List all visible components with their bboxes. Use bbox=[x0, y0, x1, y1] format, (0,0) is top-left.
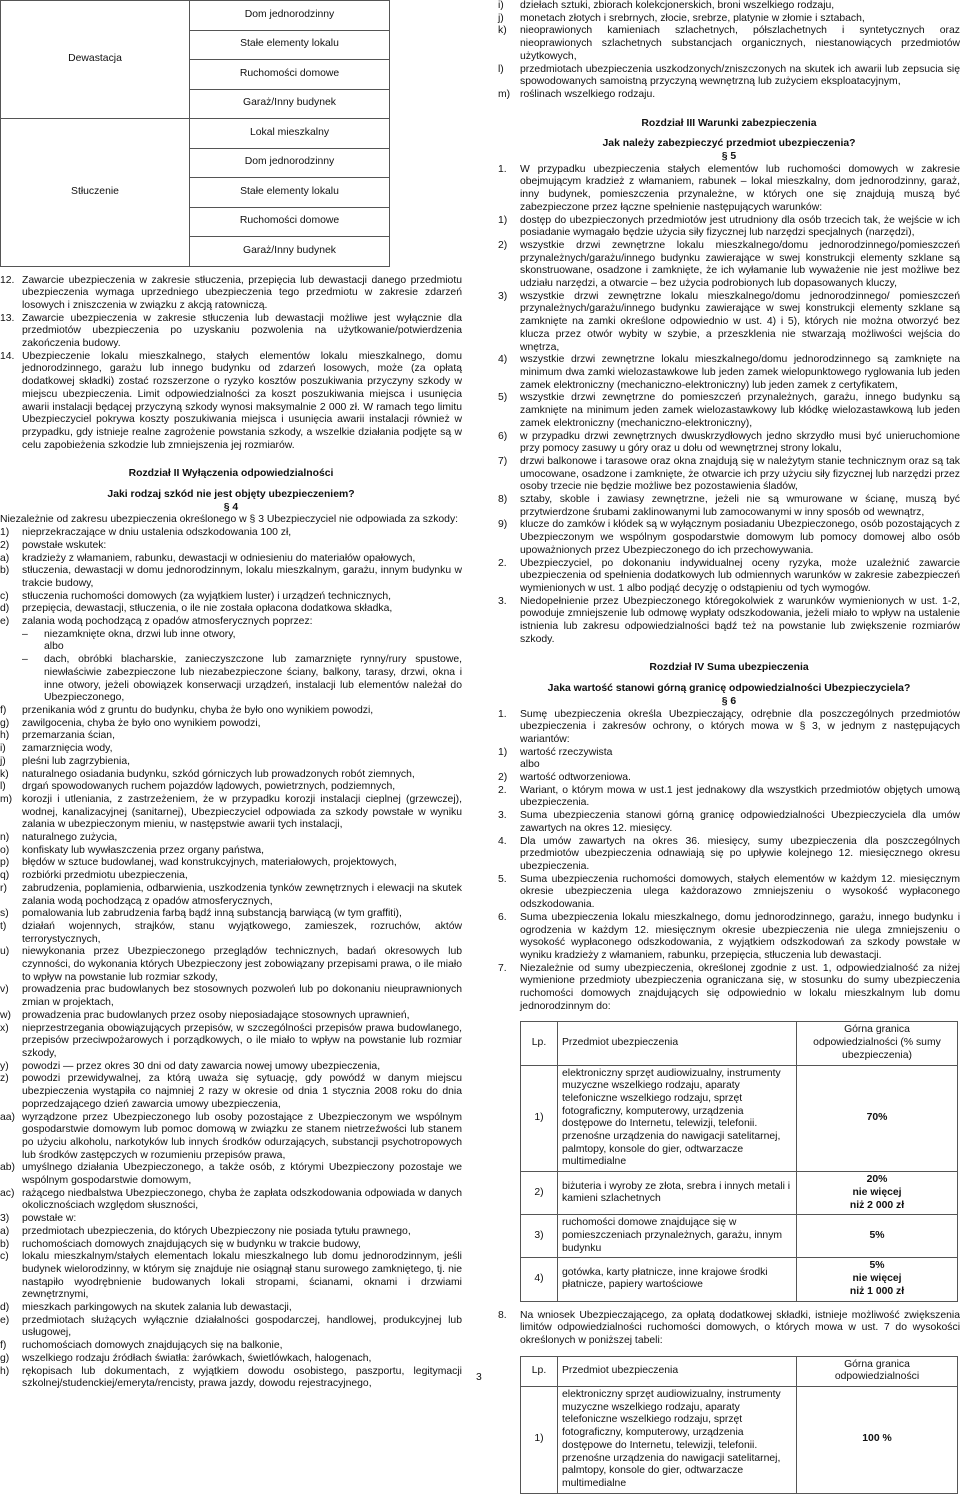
list-item bbox=[0, 629, 462, 642]
list-item bbox=[0, 1226, 462, 1239]
list-text: w przypadku drzwi zewnętrznych dwuskrzydłowych jedno skrzydło musi być unieruchomione przy pomocy zasuwy u góry oraz u dołu od wewnętrznej strony lokalu, bbox=[520, 430, 960, 455]
list-text: działań wojennych, strajków, stanu wyjątkowego, zamieszek, rozruchów, aktów terrorystycznych, bbox=[22, 920, 462, 945]
list-marker: h) bbox=[0, 1365, 10, 1377]
list-item bbox=[498, 215, 960, 240]
list-item bbox=[0, 832, 462, 845]
list-item bbox=[498, 785, 960, 810]
list-marker: i) bbox=[498, 0, 504, 11]
list-text: Wariant, o którym mowa w ust.1 jest jednakowy dla wszystkich przedmiotów objętych umową ubezpieczenia. bbox=[520, 784, 960, 809]
list-marker: 1. bbox=[498, 163, 507, 175]
list-item bbox=[0, 1162, 462, 1187]
numbered-paragraph bbox=[0, 313, 462, 351]
header-lp: Lp. bbox=[521, 1022, 558, 1065]
list-text: powstałe w: bbox=[22, 1213, 77, 1225]
list-item bbox=[498, 291, 960, 355]
list-marker: u) bbox=[0, 946, 10, 958]
list-text: Ubezpieczyciel, po dokonaniu indywidualnej oceny ryzyka, może uzależnić zawarcie ubezpieczenia od spełnienia dodatkowych lub odmiennych warunków w zakresie zabezpieczeń wymienionych w ust. 1 albo podjąć decyzję o odstąpieniu od tych wymogów. bbox=[520, 557, 960, 594]
list-item bbox=[0, 1315, 462, 1340]
list-item bbox=[0, 641, 462, 654]
list-text: wartość rzeczywista bbox=[520, 746, 613, 758]
list-marker: 3) bbox=[0, 1213, 10, 1225]
list-marker: 7) bbox=[498, 455, 508, 467]
paragraph-number: 13. bbox=[0, 312, 15, 324]
list-text: powodzi — przez okres 30 dni od daty zawarcia nowej umowy ubezpieczenia, bbox=[22, 1060, 381, 1072]
list-text: przedmiotach służących wyłącznie działalności gospodarczej, handlowej, produkcyjnej lub usługowej, bbox=[22, 1314, 462, 1339]
list-text: roślinach wszelkiego rodzaju. bbox=[520, 88, 656, 100]
list-marker: – bbox=[22, 628, 28, 640]
list-marker: – bbox=[22, 654, 28, 666]
list-marker: 1. bbox=[498, 708, 507, 720]
list-item bbox=[0, 591, 462, 604]
table-header-row bbox=[521, 1022, 958, 1065]
list-item bbox=[0, 603, 462, 616]
list-marker: j) bbox=[0, 755, 6, 767]
list-marker: d) bbox=[0, 1302, 10, 1314]
list-marker: 1) bbox=[0, 527, 10, 539]
list-marker: f) bbox=[0, 705, 7, 716]
list-text: wszystkie drzwi zewnętrzne lokalu mieszkalnego/domu jednorodzinnego/pomieszczeń przynależnych/garażu/innego budynku zawierające w swej konstrukcji elementy szklane są skonstruowane, osadzone i zamknięte, że ich wyłamanie lub wyważenie nie jest możliwe bez udziału narzędzi, a otwarcie – bez użycia podrobionych lub dopasowanych kluczy, bbox=[520, 239, 960, 290]
list-item bbox=[0, 527, 462, 540]
header-subject: Przedmiot ubezpieczenia bbox=[558, 1022, 797, 1065]
list-text: mieszkach parkingowych na skutek zalania lub dewastacji, bbox=[22, 1302, 292, 1314]
coverage-item: Lokal mieszkalny bbox=[190, 119, 390, 149]
list-item bbox=[498, 354, 960, 392]
list-text: nieoprawionych kamieniach szlachetnych, półszlachetnych i syntetycznych oraz nieoprawionych szlachetnych substancjach organicznych, niestanowiących przedmiotów użytkowych, bbox=[520, 25, 960, 62]
paragraph-text: Zawarcie ubezpieczenia w zakresie stłuczenia lub dewastacji możliwe jest wyłącznie dla przedmiotów ubezpieczenia po uzyskaniu pozwolenia na użytkowanie/potwierdzenia zakończenia budowy. bbox=[22, 312, 462, 350]
chapter3-title: Rozdział III Warunki zabezpieczenia bbox=[641, 117, 817, 129]
list-marker: ac) bbox=[0, 1187, 15, 1199]
list-text: pleśni lub zagrzybienia, bbox=[22, 755, 131, 767]
limits-table bbox=[520, 1021, 958, 1301]
table-row bbox=[521, 1258, 958, 1301]
limit-line: 20% bbox=[866, 1174, 888, 1186]
list-item bbox=[498, 431, 960, 456]
list-marker: 3. bbox=[498, 595, 507, 607]
coverage-item: Stałe elementy lokalu bbox=[190, 30, 390, 60]
list-marker: a) bbox=[0, 552, 10, 564]
list-text: drgań spowodowanych ruchem pojazdów lądowych, powietrznych, podziemnych, bbox=[22, 781, 396, 793]
numbered-paragraph bbox=[0, 351, 462, 453]
list-item bbox=[0, 984, 462, 1009]
coverage-item: Stałe elementy lokalu bbox=[190, 178, 390, 208]
header-limit: Górna granica odpowiedzialności (% sumy ubezpieczenia) bbox=[797, 1022, 958, 1065]
list-item bbox=[0, 1213, 462, 1226]
list-text: klucze do zamków i kłódek są w wyłącznym posiadaniu Ubezpieczonego, osób pozostających z Ubezpieczonym we wspólnym gospodarstwie domowym lub pomocy domowej albo osób upoważnionych przez Ubezpieczonego do ich przechowywania. bbox=[520, 519, 960, 556]
paragraph-number: 14. bbox=[0, 350, 15, 362]
list-item bbox=[498, 519, 960, 557]
list-marker: k) bbox=[0, 768, 9, 780]
list-item bbox=[0, 705, 462, 718]
list-marker: g) bbox=[0, 1352, 10, 1364]
row-subject: biżuteria i wyroby ze złota, srebra i innych metali i kamieni szlachetnych bbox=[558, 1172, 797, 1215]
list-marker: f) bbox=[0, 1340, 7, 1352]
list-marker: 2. bbox=[498, 784, 507, 796]
security-conditions-list bbox=[498, 164, 960, 647]
list-marker: e) bbox=[0, 1314, 10, 1326]
list-item bbox=[0, 1302, 462, 1315]
list-item bbox=[0, 1061, 462, 1074]
list-marker: d) bbox=[0, 603, 10, 615]
page-number: 3 bbox=[476, 1372, 482, 1383]
list-marker: 2. bbox=[498, 557, 507, 569]
list-item bbox=[498, 596, 960, 647]
list-text: dach, obróbki blacharskie, zanieczyszczone lub zamarznięte rynny/rury spustowe, niewłaściwie zabezpieczone lub niezabezpieczone ściany, balkony, tarasy, drzwi, okna i inne otwory, jeżeli obowiązek konserwacji urządzeń, instalacji lub elementów należał do Ubezpieczonego, bbox=[44, 654, 462, 704]
list-item bbox=[0, 1073, 462, 1111]
list-text: ruchomościach domowych znajdujących się na balkonie, bbox=[22, 1340, 283, 1352]
numbered-paragraph bbox=[0, 275, 462, 313]
list-text: rozbiórki przedmiotu ubezpieczenia, bbox=[22, 870, 188, 882]
list-item bbox=[498, 89, 960, 102]
list-text: albo bbox=[44, 641, 64, 653]
list-marker: 9) bbox=[498, 519, 508, 531]
coverage-group: Dewastacja bbox=[1, 1, 190, 119]
list-item bbox=[498, 759, 960, 772]
list-marker: 2) bbox=[0, 539, 10, 551]
list-text: Niedopełnienie przez Ubezpieczonego któregokolwiek z warunków wymienionych w ust. 1-2, powoduje zmniejszenie lub odmowę wypłaty odszkodowania, jeżeli miało to wpływ na ustalenie istnienia lub zakresu odpowiedzialności bądź też na powstanie lub zwiększenie rozmiarów szkody. bbox=[520, 595, 960, 645]
list-item bbox=[0, 845, 462, 858]
list-marker: e) bbox=[0, 616, 10, 628]
list-text: korozji i utleniania, z zastrzeżeniem, że w przypadku korozji instalacji cieplnej (grzewczej), wodnej, kanalizacyjnej (sanitarnej), Ubezpieczyciel odpowiada za szkody powstałe w wyniku zalania w ubezpieczonym mieniu, w następstwie awarii tych instalacji, bbox=[22, 793, 462, 831]
list-item bbox=[498, 164, 960, 215]
list-text: przemarzania ścian, bbox=[22, 730, 115, 742]
list-marker: 4) bbox=[498, 354, 508, 366]
list-marker: 6. bbox=[498, 911, 507, 923]
exclusions-list-continued bbox=[498, 0, 960, 102]
row-limit bbox=[797, 1172, 958, 1215]
paragraph-text: Ubezpieczenie lokalu mieszkalnego, stałych elementów lokalu mieszkalnego, domu jednorodzinnego, garażu lub innego budynku od zdarzeń losowych, może (za opłatą dodatkowej składki) zostać rozszerzone o ryzyko kosztów poszukiwania przyczyny szkody w miejscu ubezpieczenia. Limit odpowiedzialności za koszt poszukiwania miejsca i usunięcia awarii instalacji będącej przyczyną szkody wynosi maksymalnie 2 000 zł. W ramach tego limitu Ubezpieczyciel pokrywa koszty poszukiwania miejsca i usunięcia awarii instalacji również w przypadku, gdy istnieje realne zagrożenie powstania szkody, a wszelkie działania podjęte są w celu zapobieżenia szkodzie lub zmniejszenia jej rozmiarów. bbox=[22, 350, 462, 451]
list-text: prowadzenia prac budowlanych przez osoby nieposiadające stosownych uprawnień, bbox=[22, 1009, 410, 1021]
list-marker: t) bbox=[0, 920, 7, 932]
table-row bbox=[521, 1065, 958, 1172]
list-marker: 5) bbox=[498, 392, 508, 404]
list-marker: b) bbox=[0, 1238, 10, 1250]
list-item bbox=[0, 921, 462, 946]
limit-line: 5% bbox=[869, 1260, 885, 1272]
list-item bbox=[498, 558, 960, 596]
list-marker: ab) bbox=[0, 1162, 16, 1174]
list-item bbox=[498, 810, 960, 835]
paragraph-number: 12. bbox=[0, 274, 15, 286]
list-marker: a) bbox=[0, 1225, 10, 1237]
list-text: drzwi balkonowe i tarasowe oraz okna znajdują się w należytym stanie technicznym oraz są tak umocowane, osadzone i zamknięte, że otwarcie ich przy użyciu siły fizycznej lub narzędzi przez osoby trzecie nie będzie możliwe bez pozostawienia śladów, bbox=[520, 455, 960, 493]
list-item bbox=[498, 240, 960, 291]
list-item bbox=[498, 709, 960, 747]
list-marker: v) bbox=[0, 984, 9, 996]
left-column bbox=[0, 0, 462, 1391]
list-text: Sumę ubezpieczenia określa Ubezpieczający, odrębnie dla poszczególnych przedmiotów ubezpieczenia i zakresów ochrony, o których mowa w § 3, w jednym z następujących wariantów: bbox=[520, 708, 960, 745]
list-text: konfiskaty lub wywłaszczenia przez organy państwa, bbox=[22, 844, 264, 856]
list-item bbox=[0, 565, 462, 590]
chapter2-question: Jaki rodzaj szkód nie jest objęty ubezpieczeniem? bbox=[107, 489, 355, 501]
list-text: ruchomościach domowych znajdujących się w budynku w trakcie budowy, bbox=[22, 1238, 361, 1250]
list-text: zabrudzenia, poplamienia, odbarwienia, uszkodzenia tynków zewnętrznych i elewacji na skutek zalania wodą pochodzącą z opadów atmosferycznych, bbox=[22, 882, 462, 907]
list-text: wszystkie drzwi zewnętrzne lokalu mieszkalnego/domu jednorodzinnego/ pomieszczeń przynależnych/garażu/innego budynku zawierające w swej konstrukcji elementy szklane są zamknięte na zamki określone odpowiednio w ust. 4) i 5), których nie można otworzyć bez klucza przez otwór wybity w szybie, a przeszklenia nie stwarzają możliwości wejścia do wnętrza, bbox=[520, 290, 960, 353]
limit-line: nie więcej bbox=[852, 1273, 902, 1285]
list-marker: 3) bbox=[498, 290, 508, 302]
list-marker: j) bbox=[498, 12, 504, 24]
list-item bbox=[0, 1366, 462, 1391]
list-item bbox=[0, 540, 462, 553]
list-marker: l) bbox=[0, 781, 6, 793]
list-item bbox=[0, 794, 462, 832]
list-marker: w) bbox=[0, 1009, 11, 1021]
chapter4-title: Rozdział IV Suma ubezpieczenia bbox=[649, 662, 809, 674]
list-item bbox=[0, 946, 462, 984]
list-text: wszystkie drzwi zewnętrzne do pomieszczeń przynależnych, garażu, innego budynku są zamknięte na minimum jeden zamek wielozastawkowy lub kłódkę wielozastawkową lub jeden zamek elektroniczny (mechaniczno-elektroniczny), bbox=[520, 392, 960, 429]
list-marker: 2) bbox=[498, 772, 508, 784]
list-marker: aa) bbox=[0, 1111, 16, 1123]
row-lp: 4) bbox=[521, 1258, 558, 1301]
list-text: wszystkie drzwi zewnętrzne lokalu mieszkalnego/domu jednorodzinnego są zamknięte na minimum dwa zamki wielozastawkowe lub jeden zamek wielopunktowego ryglowania lub jeden zamek elektroniczny (mechaniczno-elektroniczny) lub jeden zamek z certyfikatem, bbox=[520, 354, 960, 391]
list-text: Suma ubezpieczenia lokalu mieszkalnego, domu jednorodzinnego, garażu, innego budynku i ogrodzenia w każdym 12. miesięcznym okresie ubezpieczenia nie ulega zmniejszeniu o wysokość wypłaconego odszkodowania, z wyjątkiem odszkodowań za szkody powstałe w wyniku kradzieży z włamaniem, rabunku, przepięcia, stłuczenia lub dewastacji. bbox=[520, 911, 960, 961]
list-marker: r) bbox=[0, 882, 7, 894]
list-item bbox=[0, 1353, 462, 1366]
list-item bbox=[498, 912, 960, 963]
coverage-group: Stłuczenie bbox=[1, 119, 190, 267]
list-text: wyrządzone przez Ubezpieczonego lub osoby pozostające z Ubezpieczonym we wspólnym gospodarstwie domowym lub pomoc domową w związku ze stanem nietrzeźwości lub stanem po użyciu alkoholu, narkotyków lub innych środków odurzających, substancji psychotropowych lub środków zastępczych w rozumieniu przepisów prawa, bbox=[22, 1111, 462, 1161]
list-item bbox=[0, 908, 462, 921]
header-subject: Przedmiot ubezpieczenia bbox=[558, 1356, 797, 1386]
list-text: niezamknięte okna, drzwi lub inne otwory, bbox=[44, 628, 236, 640]
list-item bbox=[0, 743, 462, 756]
list-marker: c) bbox=[0, 1251, 9, 1263]
list-text: albo bbox=[520, 759, 540, 771]
list-text: kradzieży z włamaniem, rabunku, dewastacji w odniesieniu do materiałów opałowych, bbox=[22, 552, 416, 564]
chapter4-paragraph: § 6 bbox=[721, 695, 737, 707]
list-marker bbox=[498, 759, 520, 772]
list-item bbox=[498, 25, 960, 63]
coverage-table bbox=[0, 0, 390, 267]
list-item bbox=[498, 456, 960, 494]
list-text: W przypadku ubezpieczenia stałych elementów lub ruchomości domowych w zakresie obejmującym kradzież z włamaniem, rabunek – lokal mieszkalny, dom jednorodzinny, garaż, inny budynek, pomieszczenia przynależne, w których one się znajdują muszą być zabezpieczone przez łączne spełnienie następujących warunków: bbox=[520, 163, 960, 213]
row-limit bbox=[797, 1258, 958, 1301]
list-text: przedmiotach ubezpieczenia, do których Ubezpieczony nie posiada tytułu prawnego, bbox=[22, 1225, 411, 1237]
list-item bbox=[0, 730, 462, 743]
list-item bbox=[0, 1251, 462, 1302]
list-marker: z) bbox=[0, 1073, 9, 1085]
coverage-row bbox=[1, 119, 390, 149]
list-item bbox=[498, 13, 960, 26]
row-limit bbox=[797, 1215, 958, 1258]
list-text: Niezależnie od sumy ubezpieczenia, określonej zgodnie z ust. 1, odpowiedzialność za niżej wymienione przedmioty ubezpieczenia ograniczana się, w stosunku do sumy ubezpieczenia ruchomości domowych znajdujących się odpowiednio w lokalu mieszkalnym lub domu jednorodzinnym do: bbox=[520, 962, 960, 1012]
list-marker: 8) bbox=[498, 494, 508, 506]
list-marker: i) bbox=[0, 743, 6, 755]
list-text: rękopisach lub dokumentach, z wyjątkiem dowodu osobistego, paszportu, legitymacji szkolnej/studenckiej/emeryta/rencisty, prawa jazdy, dowodu rejestracyjnego, bbox=[22, 1365, 462, 1390]
table-row bbox=[521, 1387, 958, 1494]
list-text: lokalu mieszkalnym/stałych elementach lokalu mieszkalnego lub domu jednorodzinnym, jeśli budynek wielorodzinny, w którym się znajduje nie osiągnął stanu surowego zamkniętego, tj. nie nastąpiło wyodrębnienie budowanych lokali stropami, ścianami, oknami i drzwiami zewnętrznymi, bbox=[22, 1251, 462, 1301]
list-item bbox=[498, 874, 960, 912]
list-item bbox=[0, 870, 462, 883]
list-text: zamarznięcia wody, bbox=[22, 743, 113, 755]
list-text: niewykonania przez Ubezpieczonego przeglądów technicznych, badań okresowych lub czynności, do wykonania których Ubezpieczony jest zobowiązany przepisami prawa, o ile miało to wpływ na powstanie lub rozmiar szkody, bbox=[22, 946, 462, 983]
list-text: nieprzestrzegania obowiązujących przepisów, w szczególności przepisów prawa budowlanego, przepisów przeciwpożarowych i porządkowych, o ile miało to wpływ na powstanie lub rozmiar szkody, bbox=[22, 1022, 462, 1059]
list-marker: 6) bbox=[498, 430, 508, 442]
chapter2-intro: Niezależnie od zakresu ubezpieczenia określonego w § 3 Ubezpieczyciel nie odpowiada za szkody: bbox=[0, 514, 459, 526]
chapter4-question: Jaka wartość stanowi górną granicę odpowiedzialności Ubezpieczyciela? bbox=[547, 683, 911, 695]
list-text: stłuczenia ruchomości domowych (za wyjątkiem luster) i urządzeń technicznych, bbox=[22, 590, 392, 602]
row-limit bbox=[797, 1387, 958, 1494]
list-item bbox=[0, 616, 462, 629]
list-marker: 2) bbox=[498, 239, 508, 251]
list-item bbox=[498, 494, 960, 519]
left-paragraphs bbox=[0, 275, 462, 453]
list-marker: b) bbox=[0, 565, 10, 577]
chapter3-question: Jak należy zabezpieczyć przedmiot ubezpieczenia? bbox=[602, 138, 856, 150]
right-column bbox=[498, 0, 960, 1494]
header-limit: Górna granica odpowiedzialności bbox=[797, 1356, 958, 1386]
list-marker: n) bbox=[0, 832, 10, 844]
list-marker: 4. bbox=[498, 835, 507, 847]
list-text: naturalnego osiadania budynku, szkód górniczych lub prowadzonych robót ziemnych, bbox=[22, 768, 415, 780]
coverage-item: Garaż/Inny budynek bbox=[190, 237, 390, 267]
list-text: wszelkiego rodzaju źródłach światła: żarówkach, świetlówkach, halogenach, bbox=[22, 1352, 372, 1364]
list-marker: 3. bbox=[498, 810, 507, 822]
list-marker: x) bbox=[0, 1022, 9, 1034]
chapter3-paragraph: § 5 bbox=[721, 151, 737, 163]
list-text: nieprzekraczające w dniu ustalenia odszkodowania 100 zł, bbox=[22, 527, 292, 539]
list-item bbox=[0, 1112, 462, 1163]
limit-line: 100 % bbox=[862, 1433, 892, 1445]
list-item bbox=[0, 1023, 462, 1061]
list-item bbox=[0, 654, 462, 705]
table-row bbox=[521, 1172, 958, 1215]
list-marker: y) bbox=[0, 1060, 9, 1072]
list-marker: g) bbox=[0, 717, 10, 729]
list-marker: s) bbox=[0, 908, 9, 920]
list-marker: 7. bbox=[498, 962, 507, 974]
paragraph-text: Zawarcie ubezpieczenia w zakresie stłuczenia, przepięcia lub dewastacji danego przedmiotu ubezpieczenia wymaga uprzedniego ubezpieczenia tego przedmiotu w zakresie zdarzeń losowych i zniszczenia w związku z akcją ratowniczą. bbox=[22, 274, 462, 311]
list-text: monetach złotych i srebrnych, złocie, srebrze, platynie w złomie i sztabach, bbox=[520, 12, 865, 24]
row-limit bbox=[797, 1065, 958, 1172]
list-item bbox=[0, 756, 462, 769]
list-item bbox=[498, 747, 960, 760]
limit-line: 5% bbox=[869, 1229, 885, 1241]
chapter2-title: Rozdział II Wyłączenia odpowiedzialności bbox=[128, 468, 334, 480]
list-item bbox=[0, 857, 462, 870]
list-text: przedmiotach ubezpieczenia uszkodzonych/zniszczonych na skutek ich awarii lub zepsucia się spowodowanych samoistną przyczyną wewnętrzną lub zużyciem eksploatacyjnym, bbox=[520, 63, 960, 88]
header-lp: Lp. bbox=[521, 1356, 558, 1386]
chapter2-paragraph: § 4 bbox=[223, 501, 239, 513]
list-item bbox=[0, 1340, 462, 1353]
list-marker bbox=[22, 641, 44, 654]
list-item bbox=[498, 0, 960, 13]
list-marker: l) bbox=[498, 63, 504, 75]
list-item bbox=[498, 963, 960, 1014]
list-item bbox=[498, 836, 960, 874]
coverage-item: Ruchomości domowe bbox=[190, 60, 390, 90]
list-marker: 1) bbox=[498, 214, 508, 226]
list-marker: 5. bbox=[498, 873, 507, 885]
list-text: błędów w sztuce budowlanej, wad konstrukcyjnych, materiałowych, projektowych, bbox=[22, 857, 397, 869]
list-text: rażącego niedbalstwa Ubezpieczonego, chyba że zapłata odszkodowania odpowiada w danych okolicznościach względom słuszności, bbox=[22, 1187, 462, 1212]
list-item bbox=[0, 1239, 462, 1252]
exclusions-list bbox=[0, 527, 462, 1391]
row-subject: gotówka, karty płatnicze, inne krajowe środki płatnicze, papiery wartościowe bbox=[558, 1258, 797, 1301]
list-marker: 1) bbox=[498, 746, 508, 758]
list-marker: q) bbox=[0, 870, 10, 882]
list-item bbox=[0, 781, 462, 794]
list-text: prowadzenia prac budowlanych bez stosownych pozwoleń lub po dokonaniu nieuprawnionych zmian w projektach, bbox=[22, 984, 462, 1009]
list-item bbox=[498, 772, 960, 785]
table-row bbox=[521, 1215, 958, 1258]
list-text: pomalowania lub zabrudzenia farbą bądź inną substancją barwiącą (w tym graffiti), bbox=[22, 908, 402, 920]
list-item bbox=[498, 392, 960, 430]
increased-limits-table bbox=[520, 1356, 958, 1494]
list-text: stłuczenia, dewastacji w domu jednorodzinnym, lokalu mieszkalnym, garażu, innym budynku w trakcie budowy, bbox=[22, 565, 462, 589]
limit-line: niż 1 000 zł bbox=[849, 1285, 905, 1297]
list-item bbox=[0, 1010, 462, 1023]
list-marker: p) bbox=[0, 857, 10, 869]
row-subject: elektroniczny sprzęt audiowizualny, instrumenty muzyczne wszelkiego rodzaju, aparaty telefoniczne wszelkiego rodzaju, sprzęt fotograficzny, komputerowy, urządzenia dostępowe do Internetu, telewizji, telefonii. przenośne urządzenia do nawigacji satelitarnej, palmtopy, konsole do gier, odtwarzacze multimedialne bbox=[558, 1387, 797, 1494]
list-text: Suma ubezpieczenia stanowi górną granicę odpowiedzialności Ubezpieczyciela dla umów zawartych na okres 12. miesięcy. bbox=[520, 810, 960, 834]
item-8-text: Na wniosek Ubezpieczającego, za opłatą dodatkowej składki, istnieje możliwość zwiększenia limitów odpowiedzialności ruchomości domowych, o których mowa w ust. 7 do wysokości określonych w poniższej tabeli: bbox=[520, 1309, 960, 1346]
item-8 bbox=[498, 1310, 960, 1348]
coverage-item: Dom jednorodzinny bbox=[190, 148, 390, 178]
list-text: wartość odtworzeniowa. bbox=[520, 772, 631, 784]
list-marker: c) bbox=[0, 590, 9, 602]
limit-line: nie więcej bbox=[852, 1186, 902, 1198]
row-lp: 2) bbox=[521, 1172, 558, 1215]
list-marker: m) bbox=[498, 88, 511, 100]
list-text: zalania wodą pochodzącą z opadów atmosferycznych poprzez: bbox=[22, 616, 313, 628]
row-lp: 1) bbox=[521, 1387, 558, 1494]
list-text: przenikania wód z gruntu do budynku, chyba że było ono wynikiem powodzi, bbox=[22, 705, 374, 716]
list-item bbox=[0, 769, 462, 782]
list-text: Suma ubezpieczenia ruchomości domowych, stałych elementów w każdym 12. miesięcznym okresie ubezpieczenia ulega każdorazowo zmniejszeniu o wysokość wypłaconego odszkodowania. bbox=[520, 873, 960, 911]
list-text: dziełach sztuki, zbiorach kolekcjonerskich, broni wszelkiego rodzaju, bbox=[520, 0, 835, 11]
list-marker: k) bbox=[498, 25, 507, 37]
list-item bbox=[498, 64, 960, 89]
list-item bbox=[0, 553, 462, 566]
list-text: zawilgocenia, chyba że było ono wynikiem powodzi, bbox=[22, 717, 261, 729]
list-text: powodzi przewidywalnej, za którą uważa się sytuację, gdy powódź w danym miejscu ubezpieczenia wystąpiła co najmniej 2 razy w okresie od dnia 1 stycznia 2008 roku do dnia poprzedzającego dzień zawarcia umowy ubezpieczenia, bbox=[22, 1073, 462, 1110]
coverage-item: Ruchomości domowe bbox=[190, 207, 390, 237]
sum-insured-list bbox=[498, 709, 960, 1014]
coverage-item: Dom jednorodzinny bbox=[190, 1, 390, 31]
table-header-row bbox=[521, 1356, 958, 1386]
list-item bbox=[0, 718, 462, 731]
list-marker: o) bbox=[0, 844, 10, 856]
coverage-item: Garaż/Inny budynek bbox=[190, 89, 390, 119]
list-text: dostęp do ubezpieczonych przedmiotów jest utrudniony dla osób trzecich tak, że wejście w ich posiadanie wymagało będzie użycia siły fizycznej lub narzędzi specjalnych (narzędzi), bbox=[520, 214, 960, 239]
list-item bbox=[0, 1188, 462, 1213]
row-subject: ruchomości domowe znajdujące się w pomieszczeniach przynależnych, garażu, innym budynku bbox=[558, 1215, 797, 1258]
list-text: powstałe wskutek: bbox=[22, 539, 107, 551]
list-text: sztaby, skoble i zawiasy zewnętrzne, jeżeli nie są wmurowane w ścianę, muszą być przytwierdzone śrubami zaklinowanymi lub zamocowanymi w inny sposób od wewnątrz, bbox=[520, 494, 960, 518]
list-marker: m) bbox=[0, 793, 13, 805]
limit-line: niż 2 000 zł bbox=[849, 1199, 905, 1211]
row-lp: 3) bbox=[521, 1215, 558, 1258]
coverage-row bbox=[1, 1, 390, 31]
list-text: naturalnego zużycia, bbox=[22, 832, 118, 844]
list-item bbox=[0, 883, 462, 908]
list-text: umyślnego działania Ubezpieczonego, a także osób, z którymi Ubezpieczony pozostaje we wspólnym gospodarstwie domowym, bbox=[22, 1162, 462, 1187]
list-marker: h) bbox=[0, 730, 10, 742]
row-lp: 1) bbox=[521, 1065, 558, 1172]
limit-line: 70% bbox=[866, 1112, 888, 1123]
list-text: Dla umów zawartych na okres 36. miesięcy, sumy ubezpieczenia dla poszczególnych przedmiotów ubezpieczenia odnawiają się po upływie kolejnego 12. miesięcznego okresu ubezpieczenia. bbox=[520, 835, 960, 872]
row-subject: elektroniczny sprzęt audiowizualny, instrumenty muzyczne wszelkiego rodzaju, aparaty telefoniczne wszelkiego rodzaju, sprzęt fotograficzny, komputerowy, urządzenia dostępowe do Internetu, telewizji, telefonii. przenośne urządzenia do nawigacji satelitarnej, palmtopy, konsole do gier, odtwarzacze multimedialne bbox=[558, 1065, 797, 1172]
list-text: przepięcia, dewastacji, stłuczenia, o ile nie została opłacona dodatkowa składka, bbox=[22, 603, 393, 615]
item-8-number: 8. bbox=[498, 1309, 507, 1321]
